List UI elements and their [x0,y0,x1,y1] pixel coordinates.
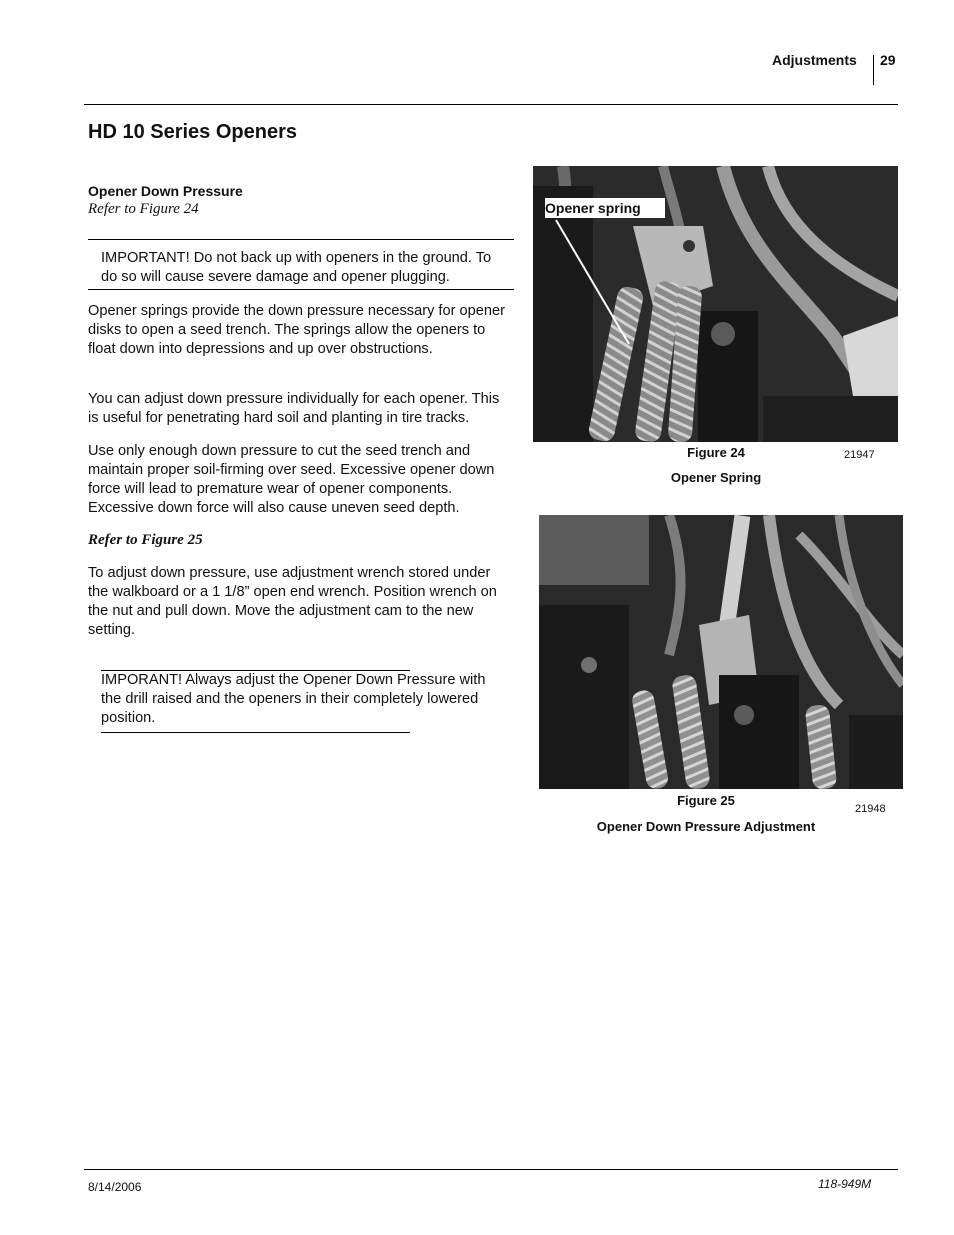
important2-rule-bottom [101,732,410,733]
figure-25-label: Figure 25 [677,793,735,808]
footer-date: 8/14/2006 [88,1180,142,1194]
figure-24-caption: Opener Spring [670,470,762,485]
important-note-adjust: IMPORANT! Always adjust the Opener Down Pressure with the drill raised and the openers in their completely lowered position. [101,672,486,726]
page-title: HD 10 Series Openers [88,121,297,143]
footer-document-number: 118-949M [818,1177,872,1191]
header-rule [84,104,898,105]
footer-rule [84,1169,898,1170]
figure-25-photo [539,515,903,789]
figure-25-code: 21948 [855,803,886,815]
page-number: 29 [880,52,896,68]
figure-24-code: 21947 [844,449,875,461]
important-rule-top [88,239,514,240]
important-note-backup: IMPORTANT! Do not back up with openers in the ground. To do so will cause severe damage and opener plugging. [101,250,492,285]
paragraph-adjust-procedure: To adjust down pressure, use adjustment wrench stored under the walkboard or a 1 1/8” open end wrench. Position wrench on the nut and pull down. Move the adjustment cam to the new setting. [88,565,497,638]
figure-reference-25: Refer to Figure 25 [88,532,203,548]
paragraph-down-pressure-warning: Use only enough down pressure to cut the seed trench and maintain proper soil-firming over seed. Excessive opener down force will lead to premature wear of opener components. Excessive down force will also cause uneven seed depth. [88,443,495,516]
paragraph-adjust-individually: You can adjust down pressure individually for each opener. This is useful for penetrating hard soil and planting in tire tracks. [88,391,500,426]
header-divider [873,55,874,85]
header-section-title: Adjustments [772,52,857,68]
figure-25-caption: Opener Down Pressure Adjustment [596,819,816,834]
paragraph-opener-springs: Opener springs provide the down pressure necessary for opener disks to open a seed trench. The springs allow the openers to float down into depressions and up over obstructions. [88,303,505,357]
figure-24-callout: Opener spring [545,198,665,218]
figure-reference-24: Refer to Figure 24 [88,201,199,217]
section-subheading: Opener Down Pressure [88,183,243,199]
figure-24-label: Figure 24 [687,445,745,460]
important-rule-bottom [88,289,514,290]
